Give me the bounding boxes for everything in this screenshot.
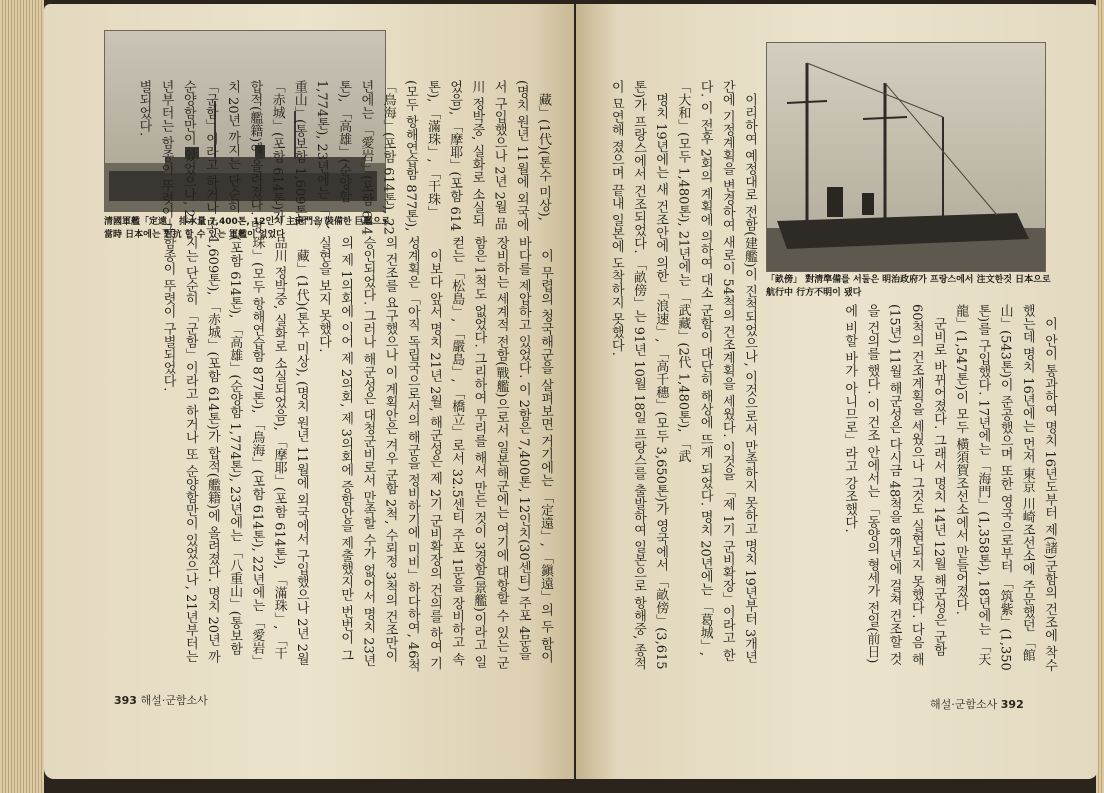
right-page: [576, 4, 1098, 779]
running-head: 해설·군함소사: [930, 698, 998, 711]
photo-unebi: [766, 42, 1046, 272]
paragraph: 이 무렵의 청국해군을 살펴보면 거기에는 「定遠」, 「鎭遠」의 두 함이 바다를 제압하고 있었다. 이 2함은 7,400톤, 12인치(30센티) 주포 4문을 장비하는 세계적 전함(戰艦)으로서 일본해군에는 여기에 대항할 수 있는 군함은 1척도 없었다. 그리하여 무리를 해서 만든 것이 3경함(景艦)이라고 일컫는 「松島」, 「嚴島」, 「橋立」로서 32.5센티 주포 1문을 장비하고 속: [449, 236, 553, 670]
paragraph: 藏」(1代)(톤수 미상), (명치 원년 11월에 외국에서 구입했으나 2년 2월 品川 정박중, 실화로 소실되었음), 「摩耶」(포함 614톤), 「滿珠」, 「干珠」(모두 항해연습함 877톤), 「鳥海」(포함 614톤), 22년에는 「愛岩」(포함 614톤), 「高雄」(순양함 1,774톤), 23년에는 「八重山」(통보함 1,609톤), 「赤城」(포함 614톤)가 합적(艦籍)에 올려졌다. 명치 20년 까지는 단순히 「군함」이라고 하거나 또 순양함만이 있었으나, 21년부터는 함종이 뚜렷이 구별되었다.: [160, 236, 309, 668]
page-edge-left: [0, 0, 44, 793]
paragraph: 이 안이 통과하여 명치 16년도부터 제(諸)군함의 건조에 착수했는데 명치 16년에는 먼저 東京 川崎조선소에 주문했던 「館山」(543톤)이 준공했으며 또한 영국으로부터 「筑紫」(1,350톤)를 구입했다. 17년에는 「海門」(1,358톤), 18년에는 「天龍」(1,547톤)이 모두 橫須賀조선소에서 만들어졌다.: [953, 304, 1057, 672]
ship-photo-image: [767, 43, 1045, 271]
right-lower-text: [760, 304, 1060, 676]
paragraph: 이리하여 예정대로 전함(建艦)이 진척되었으나, 이것으로서 만족하지 못하고 명치 19년부터 3개년 간에 기정계획을 변경하여 새로이 54척의 건조계획을 세웠다. 이것을 「제 1기 군비확장」이라고 한다. 이 전후 2회의 계획에 의하여 대소 군함이 대단히 해상에 뜨게 되었다. 명치 20년에는 「葛城」, 「大和」(모두 1,480톤), 21년에는 「武藏」(2代 1,480톤), 「武: [675, 80, 757, 664]
paragraph: 藏」(1代)(톤수 미상), (명치 원년 11월에 외국에서 구입했으나 2년 2월 品川 정박중, 실화로 소실되었음), 「摩耶」(포함 614톤), 「滿珠」, 「干珠」(모두 항해연습함 877톤), 「鳥海」(포함 614톤), 22년에는 「愛岩」(포함 614톤), 「高雄」(순양함 1,774톤), 23년에는 「八重山」(통보함 1,609톤), 「赤城」(포함 614톤)가 합적(艦籍)에 올려졌다. 명치 20년 까지는 단순히 「군함」이라고 하거나 또 순양함만이 있었으나, 21년부터는 함종이 뚜렷이 구별되었다.: [136, 80, 551, 236]
paragraph: 이보다 앞서 명치 21년 2월, 해군성은 제 2기 군비확장의 건의를 하여 기성계획은 「아직 독립국으로서의 해군을 정비하기에 미비」하다하여, 46척의 건조를 요구했으나 이 계획안은 겨우 군함 2척, 수뢰정 3척의 건조만이 승인되었다. 그러나 해군성은 대청군비로서 만족할 수가 없어서 명치 23년의 제 1의회에 이어 제 2의회, 제 3의회에 증함안을 제출했지만 번번이 그 실현을 보지 못했다.: [315, 236, 442, 672]
right-footer: [930, 696, 1024, 712]
left-footer: [114, 692, 208, 708]
paragraph: 군비로 바뀌어졌다. 그래서 명치 14년 12월 해군성은 군함 60척의 건조계획을 세웠으나 그것도 실현되지 못했다. 다음 해(15년) 11월 해군성은 다시금 48척을 8개년에 걸쳐 건조할 것을 건의를 했다. 이 건조 안에서는 「동양의 형세가 전일(前日)에 비할 바가 아니므로」라고 강조했다.: [842, 304, 946, 666]
page-number: 393: [114, 694, 137, 707]
page-number: 392: [1000, 698, 1024, 711]
left-page: [44, 4, 574, 779]
photo-caption: 清國軍艦「定遠」 排水量 7,400톤, 12인치 主砲門을 裝備한 巨艦으로 當時 日本에는 對抗 할 수 있는 軍艦이 없었다: [104, 217, 391, 240]
right-body-text: [610, 80, 760, 676]
photo-caption: 「畝傍」 對淸準備를 서둘은 明治政府가 프랑스에서 注文한것 日本으로 航行中 行方不明이 됐다: [766, 275, 1051, 298]
running-head: 해설·군함소사: [140, 694, 208, 707]
left-body-text: [116, 236, 556, 676]
paragraph: 명치 19년에는 새 건조안에 의한 「浪速」, 「高千穗」(모두 3,650톤)가 영국에서 「畝傍」(3,615톤)가 프랑스에서 건조되었다. 「畝傍」는 91년 10월 18일 프랑스를 출발하여 일본으로 항해중, 종적이 묘연해 졌으며 끝내 일본에 도착하지 못했다.: [608, 80, 669, 670]
